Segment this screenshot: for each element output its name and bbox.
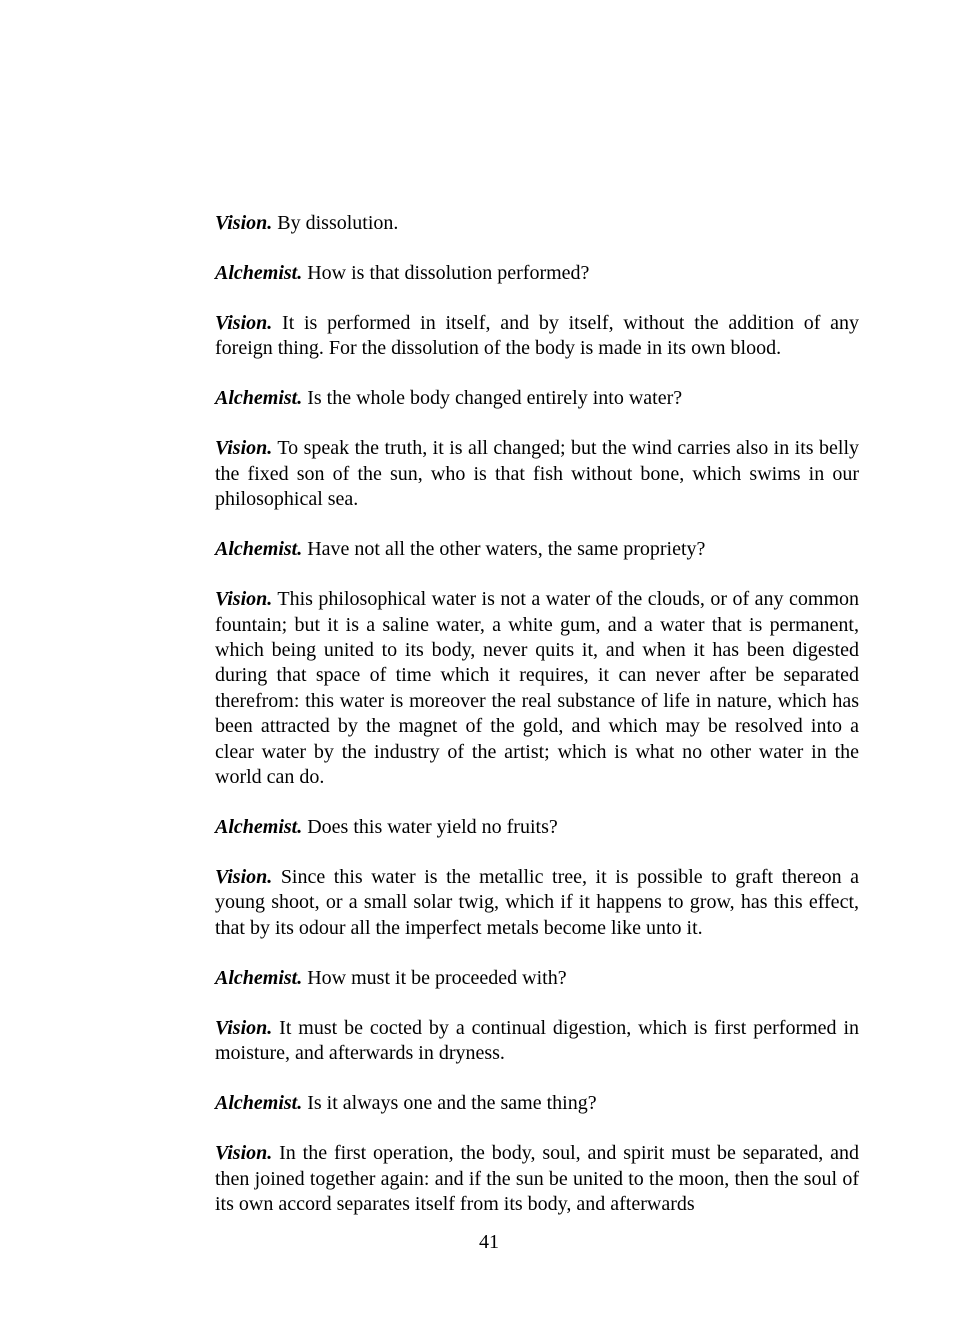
paragraph-text: In the first operation, the body, soul, and spirit must be separated, and then joined together again: and if the sun be united to the moon, then the soul of its own accord separates itself from its body, and afterwards: [215, 1142, 860, 1216]
dialogue-paragraph: [215, 865, 859, 941]
paragraph-text: To speak the truth, it is all changed; but the wind carries also in its belly the fixed son of the sun, who is that fish without bone, which swims in our philosophical sea.: [215, 437, 859, 511]
paragraph-text: Have not all the other waters, the same propriety?: [307, 538, 706, 561]
speaker-name: Vision.: [215, 1142, 273, 1165]
dialogue-paragraph: [215, 1141, 859, 1217]
dialogue-text: [215, 211, 859, 1218]
dialogue-paragraph: [215, 436, 859, 512]
paragraph-text: It must be cocted by a continual digestion, which is first performed in moisture, and afterwards in dryness.: [215, 1016, 860, 1065]
dialogue-paragraph: [215, 311, 859, 362]
speaker-name: Alchemist.: [215, 387, 303, 410]
paragraph-text: Since this water is the metallic tree, it is possible to graft thereon a young shoot, or a small solar twig, which if it happens to grow, has this effect, that by its odour all the imperfect metals become like unto it.: [215, 866, 859, 939]
speaker-name: Vision.: [215, 866, 273, 889]
dialogue-paragraph: [215, 537, 859, 562]
page-number: 41: [479, 1231, 499, 1253]
speaker-name: Vision.: [215, 588, 273, 611]
paragraph-text: It is performed in itself, and by itself, without the addition of any foreign thing. For the dissolution of the body is made in its own blood.: [215, 312, 859, 360]
speaker-name: Alchemist.: [215, 538, 303, 561]
paragraph-text: How is that dissolution performed?: [307, 262, 590, 284]
speaker-name: Alchemist.: [215, 816, 303, 839]
speaker-name: Vision.: [215, 1016, 273, 1039]
dialogue-paragraph: [215, 386, 859, 411]
paragraph-text: How must it be proceeded with?: [307, 966, 567, 989]
dialogue-paragraph: [215, 211, 859, 236]
speaker-name: Alchemist.: [215, 1092, 303, 1115]
speaker-name: Vision.: [215, 212, 273, 234]
paragraph-text: By dissolution.: [277, 212, 399, 234]
dialogue-paragraph: [215, 587, 859, 790]
speaker-name: Vision.: [215, 437, 273, 460]
paragraph-text: Does this water yield no fruits?: [307, 816, 558, 839]
dialogue-paragraph: [215, 1091, 859, 1116]
paragraph-text: Is the whole body changed entirely into water?: [307, 387, 683, 410]
dialogue-paragraph: [215, 261, 859, 286]
dialogue-paragraph: [215, 815, 859, 840]
paragraph-text: This philosophical water is not a water of the clouds, or of any common fountain; but it is a saline water, a white gum, and a water that is permanent, which being united to its body, never quits it, and when it has been digested during that space of time which it requires, it can never after be separated therefrom: this water is moreover the real substance of life in nature, which has been attracted by the magnet of the gold, and which may be resolved into a clear water by the industry of the artist; which is what no other water in the world can do.: [215, 588, 860, 789]
speaker-name: Vision.: [215, 312, 273, 334]
speaker-name: Alchemist.: [215, 966, 303, 989]
speaker-name: Alchemist.: [215, 262, 303, 284]
dialogue-paragraph: [215, 966, 859, 991]
dialogue-paragraph: [215, 1016, 859, 1067]
paragraph-text: Is it always one and the same thing?: [307, 1092, 597, 1115]
